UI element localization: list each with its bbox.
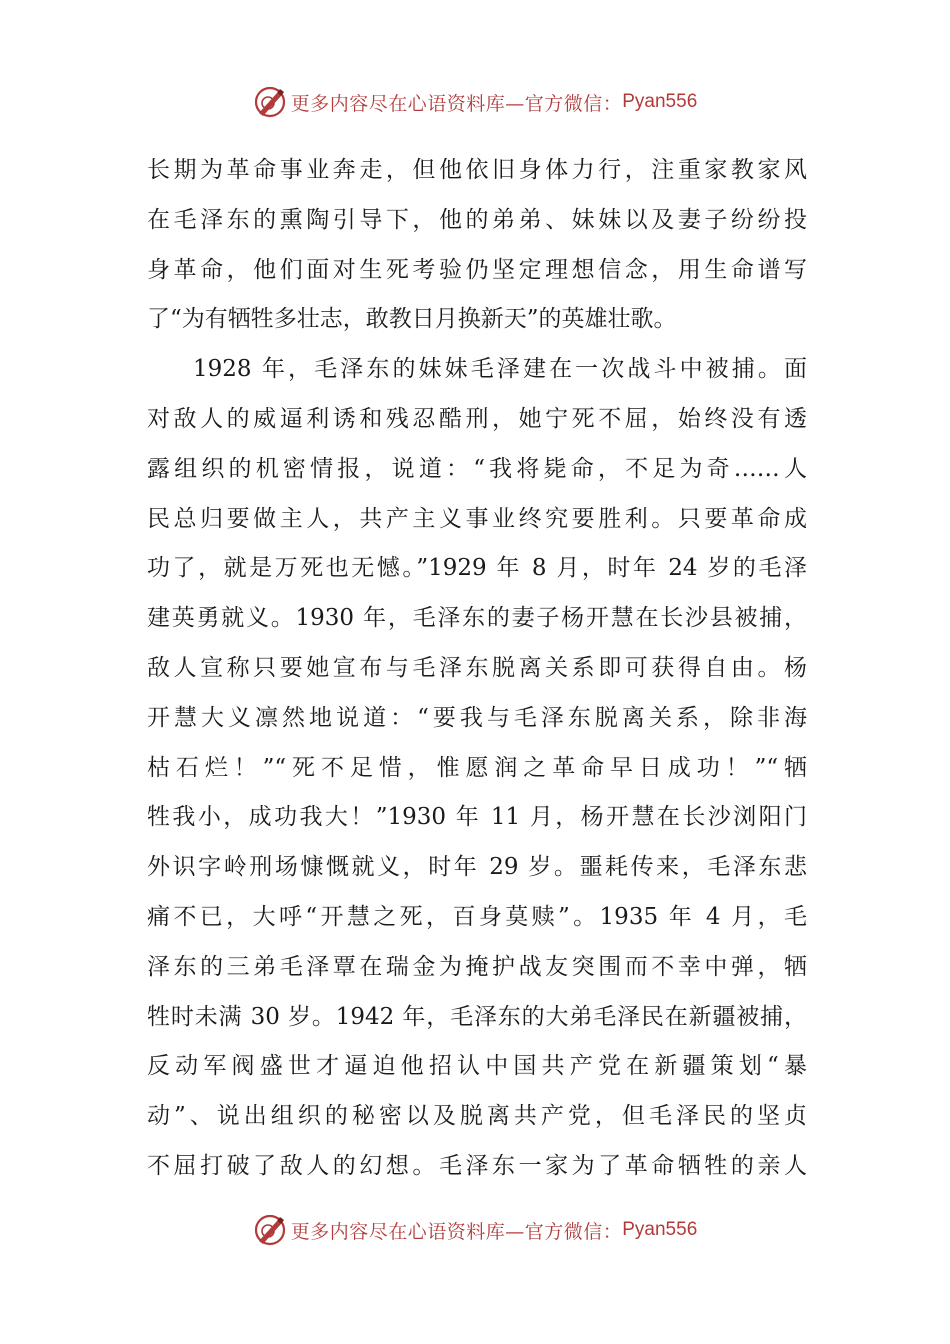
pen-circle-logo-icon <box>253 85 287 119</box>
text-line: 功了，就是万死也无憾。”1929 年 8 月，时年 24 岁的毛泽 <box>147 555 807 582</box>
text-line: 建英勇就义。1930 年，毛泽东的妻子杨开慧在长沙县被捕， <box>147 605 807 632</box>
text-line: 不屈打破了敌人的幻想。毛泽东一家为了革命牺牲的亲人 <box>147 1152 807 1179</box>
text-line: 长期为革命事业奔走，但他依旧身体力行，注重家教家风 <box>147 157 807 183</box>
text-line: 1928 年，毛泽东的妹妹毛泽建在一次战斗中被捕。面 <box>193 356 807 383</box>
footer-text: 更多内容尽在心语资料库—官方微信： <box>290 1220 623 1243</box>
text-line: 民总归要做主人，共产主义事业终究要胜利。只要革命成 <box>147 505 807 532</box>
footer-banner <box>0 1210 950 1250</box>
header-banner <box>0 82 950 122</box>
text-line: 在毛泽东的熏陶引导下，他的弟弟、妹妹以及妻子纷纷投 <box>147 206 807 233</box>
header-text: 更多内容尽在心语资料库—官方微信： <box>290 92 623 115</box>
text-line: 开慧大义凛然地说道：“要我与毛泽东脱离关系，除非海 <box>147 704 807 731</box>
text-line: 反动军阀盛世才逼迫他招认中国共产党在新疆策划“暴 <box>147 1053 807 1080</box>
text-line: 敌人宣称只要她宣布与毛泽东脱离关系即可获得自由。杨 <box>147 654 807 681</box>
text-line: 牲时未满 30 岁。1942 年，毛泽东的大弟毛泽民在新疆被捕， <box>147 1003 807 1030</box>
text-line: 身革命，他们面对生死考验仍坚定理想信念，用生命谱写 <box>147 256 807 283</box>
footer-wechat-id: Pyan556 <box>622 1219 698 1240</box>
text-line: 动”、说出组织的秘密以及脱离共产党，但毛泽民的坚贞 <box>147 1103 807 1130</box>
text-line: 牲我小，成功我大！”1930 年 11 月，杨开慧在长沙浏阳门 <box>147 804 807 831</box>
text-line: 泽东的三弟毛泽覃在瑞金为掩护战友突围而不幸中弹，牺 <box>147 953 807 980</box>
text-line: 痛不已，大呼“开慧之死，百身莫赎”。1935 年 4 月，毛 <box>147 903 807 930</box>
text-line: 枯石烂！”“死不足惜，惟愿润之革命早日成功！”“牺 <box>147 754 807 781</box>
text-line: 露组织的机密情报，说道：“我将毙命，不足为奇……人 <box>147 455 807 482</box>
text-line: 了“为有牺牲多壮志，敢教日月换新天”的英雄壮歌。 <box>147 306 677 333</box>
text-line: 外识字岭刑场慷慨就义，时年 29 岁。噩耗传来，毛泽东悲 <box>147 854 807 881</box>
document-body <box>147 146 807 1192</box>
pen-circle-logo-icon <box>253 1213 287 1247</box>
header-wechat-id: Pyan556 <box>622 91 698 112</box>
text-line: 对敌人的威逼利诱和残忍酷刑，她宁死不屈，始终没有透 <box>147 405 807 432</box>
paragraph-sacrifice <box>147 345 807 1192</box>
paragraph-continuation <box>147 146 807 345</box>
